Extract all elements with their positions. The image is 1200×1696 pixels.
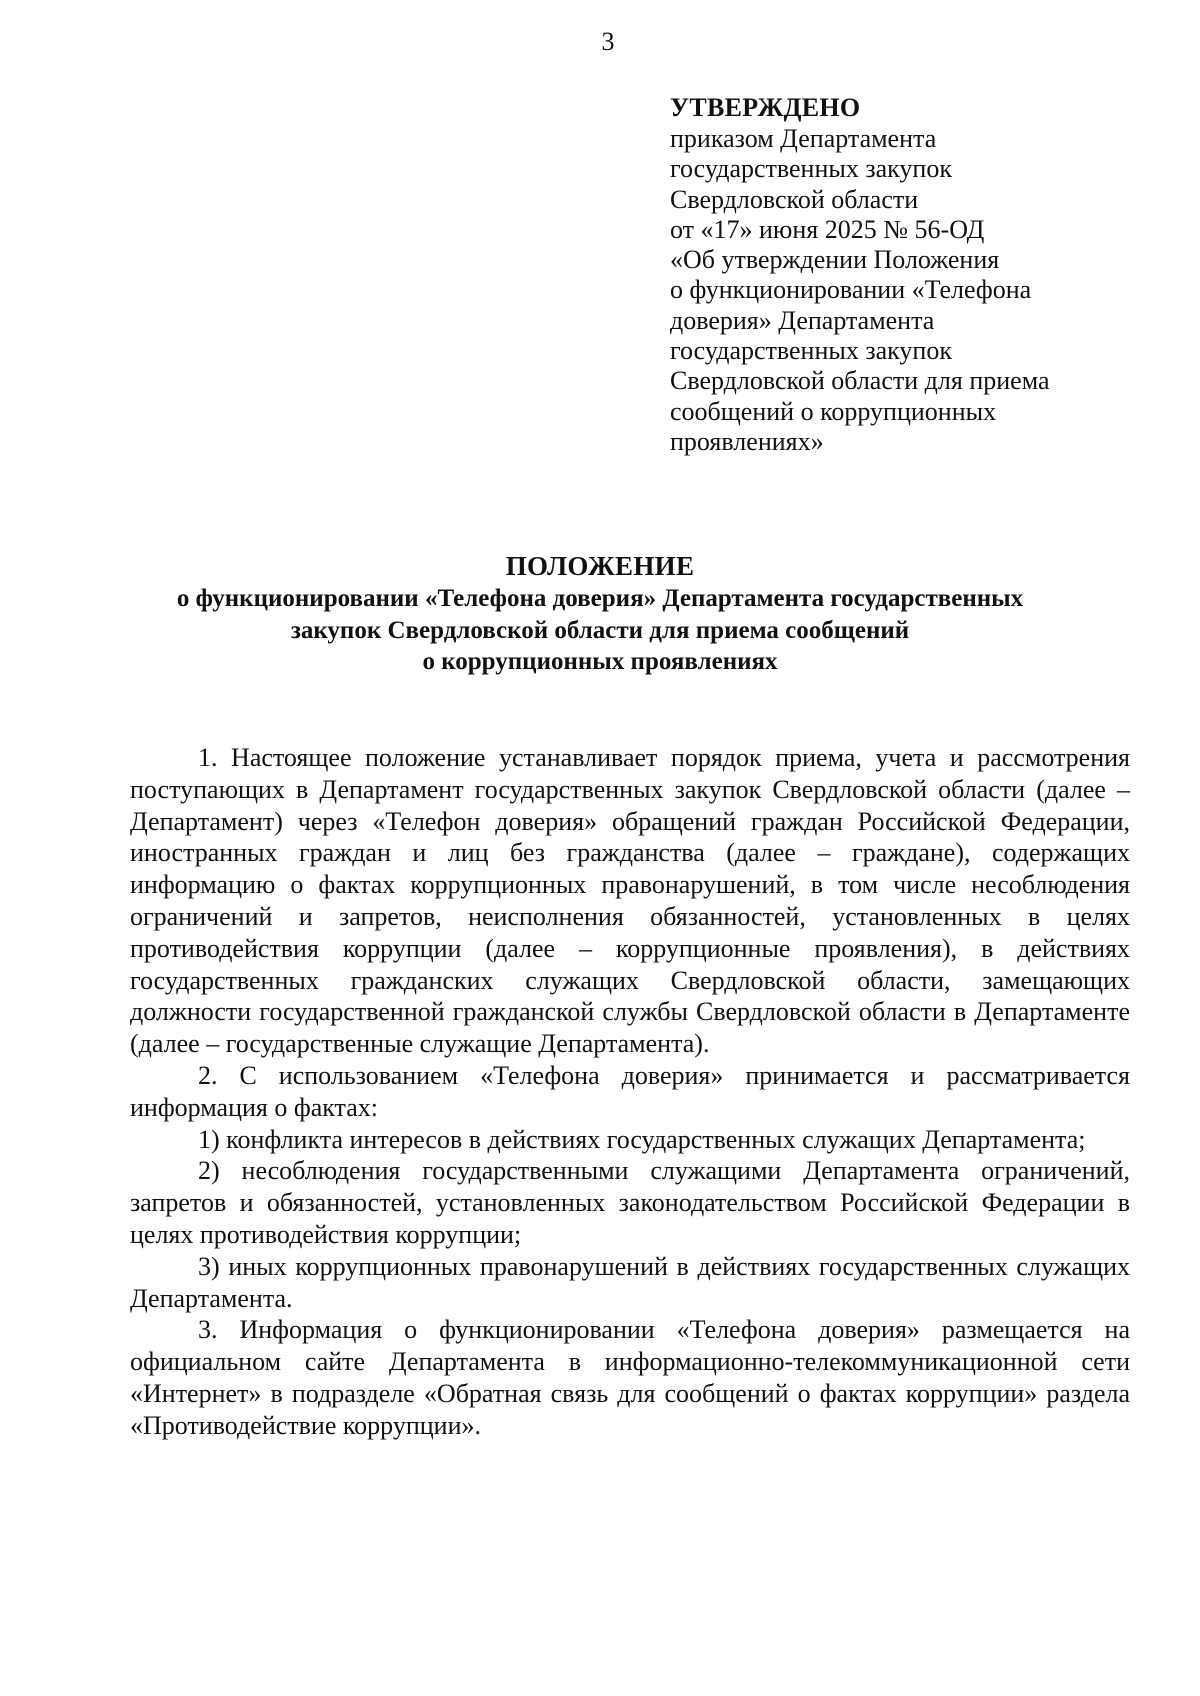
document-title-subtitle-line: о коррупционных проявлениях [422,648,778,675]
approval-line: «Об утверждении Положения [670,245,1000,275]
document-title-subtitle-line: закупок Свердловской области для приема сообщений [290,616,910,644]
approval-line: от «17» июня 2025 № 56-ОД [670,214,985,244]
document-title [0,549,1200,678]
document-body [130,742,1130,1442]
list-item: 3) иных коррупционных правонарушений в действиях государственных служащих Департамента. [130,1251,1130,1313]
paragraph: 1. Настоящее положение устанавливает порядок приема, учета и рассмотрения поступающих в Департамент государственных закупок Свердловской области (далее – Департамент) через «Телефон доверия» обращений граждан Российской Федерации, иностранных граждан и лиц без гражданства (далее – граждане), содержащих информацию о фактах коррупционных правонарушений, в том числе несоблюдения ограничений и запретов, неисполнения обязанностей, установленных в целях противодействия коррупции (далее – коррупционные проявления), в действиях государственных гражданских служащих Свердловской области, замещающих должности государственной гражданской службы Свердловской области в Департаменте (далее – государственные служащие Департамента). [130,743,1130,1059]
approval-line: сообщений о коррупционных [670,396,997,426]
approval-line: государственных закупок [670,336,952,366]
approval-line: о функционировании «Телефона [670,275,1032,305]
document-title-main: ПОЛОЖЕНИЕ [505,551,695,581]
approval-line: проявлениях» [670,426,824,456]
list-item: 2) несоблюдения государственными служащими Департамента ограничений, запретов и обязанностей, установленных законодательством Российской Федерации в целях противодействия коррупции; [130,1156,1130,1249]
document-title-subtitle-line: о функционировании «Телефона доверия» Департамента государственных [176,585,1024,612]
approval-line: Свердловской области для приема [670,366,1050,396]
paragraph: 2. С использованием «Телефона доверия» принимается и рассматривается информация о фактах: [130,1060,1130,1122]
approval-line: государственных закупок [670,154,952,184]
approval-line: Свердловской области [670,184,919,214]
page-number: 3 [601,27,615,56]
approval-line: приказом Департамента [670,124,937,153]
paragraph: 3. Информация о функционировании «Телефона доверия» размещается на официальном сайте Департамента в информационно-телекоммуникационной сети «Интернет» в подразделе «Обратная связь для сообщений о фактах коррупции» раздела «Противодействие коррупции». [130,1315,1130,1440]
approval-line: доверия» Департамента [670,305,935,335]
list-item: 1) конфликта интересов в действиях государственных служащих Департамента; [198,1124,1086,1154]
approval-title: УТВЕРЖДЕНО [670,93,861,122]
approval-block [670,92,1110,457]
